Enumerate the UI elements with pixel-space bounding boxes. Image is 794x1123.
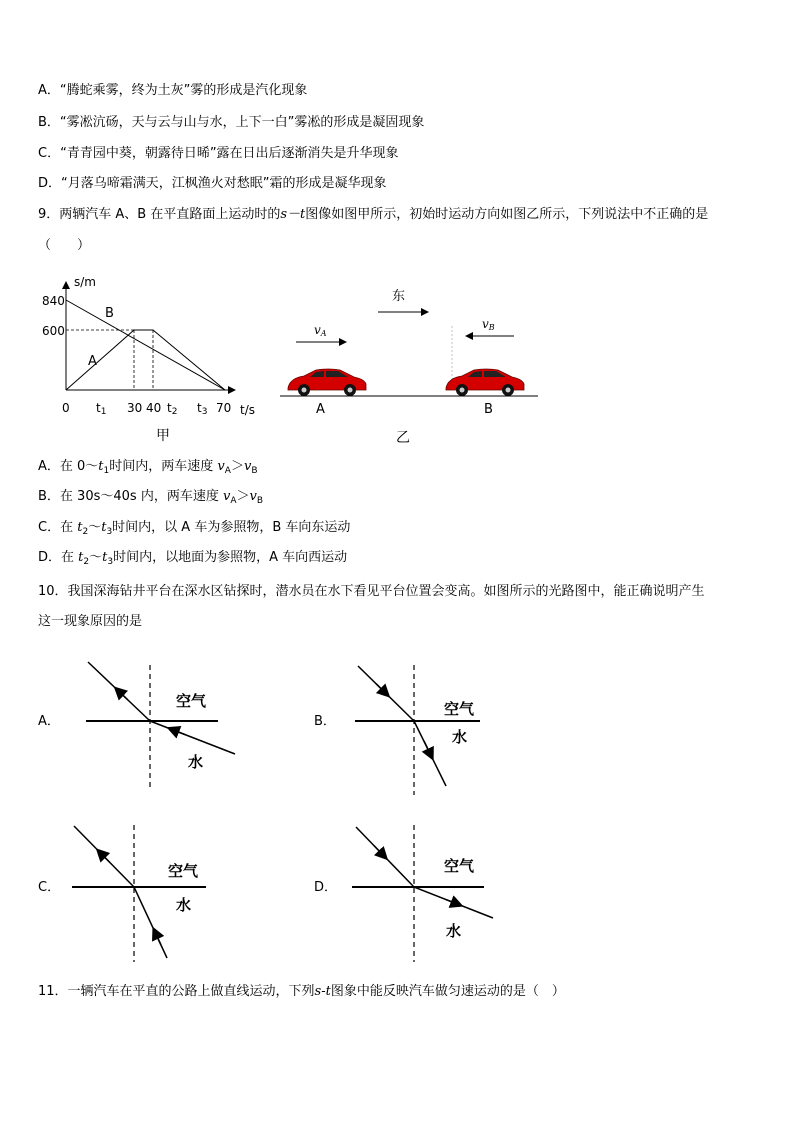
q9-option-c <box>38 519 350 541</box>
var-sub: 2 <box>83 557 90 567</box>
option-letter: C． <box>38 146 61 161</box>
option-letter: B． <box>38 115 60 130</box>
air-label: 空气 <box>176 692 207 710</box>
q9-answer-paren: （ ） <box>38 238 91 253</box>
water-label: 水 <box>446 922 462 940</box>
var-t: t <box>101 520 107 535</box>
q9-option-a <box>38 458 258 480</box>
q8-option-c <box>38 145 399 163</box>
range-sign: ～ <box>89 550 103 565</box>
water-label: 水 <box>452 728 468 746</box>
option-letter-d: D． <box>314 880 338 895</box>
var-t: t <box>78 550 84 565</box>
figure-caption-yi: 乙 <box>396 430 410 446</box>
var-v: v <box>217 459 225 474</box>
air-label: 空气 <box>444 857 475 875</box>
q11-stem-st: s-t <box>314 984 331 999</box>
tick-30: 30 <box>127 401 143 415</box>
x-axis-label: t/s <box>240 403 255 417</box>
water-label: 水 <box>188 753 204 771</box>
option-text: 时间内，以 A 车为参照物，B 车向东运动 <box>112 520 351 535</box>
var-sub: A <box>230 496 237 506</box>
air-label: 空气 <box>444 700 475 718</box>
var-sub: 1 <box>103 466 110 476</box>
var-t: t <box>77 520 83 535</box>
y-axis-label: s/m <box>74 275 96 289</box>
east-label: 东 <box>392 289 406 304</box>
option-text: “青青园中葵，朝露待日晞”露在日出后逐渐消失是升华现象 <box>60 146 399 161</box>
q9-stem <box>38 206 708 224</box>
var-v: v <box>243 459 252 474</box>
ray-air-arrow <box>118 691 128 701</box>
option-text: 时间内，两车速度 <box>109 459 218 474</box>
tick-40: 40 <box>146 401 162 415</box>
tick-t2: t2 <box>167 401 178 417</box>
option-text: “雾凇沆砀，天与云与山与水，上下一白”雾凇的形成是凝固现象 <box>59 115 425 130</box>
option-text: 时间内，以地面为参照物，A 车向西运动 <box>113 550 348 565</box>
ray-air-arrow <box>374 846 384 856</box>
q8-option-a <box>38 82 307 100</box>
var-sub: B <box>251 466 258 476</box>
var-t: t <box>102 550 108 565</box>
option-text: D．在 <box>38 550 79 565</box>
figure-jia-st-graph <box>30 268 270 448</box>
comparison-sign: ＞ <box>236 489 250 504</box>
q9-option-d <box>38 549 347 571</box>
diagram-c <box>38 825 206 962</box>
option-text: “月落乌啼霜满天，江枫渔火对愁眠”霜的形成是凝华现象 <box>61 176 387 191</box>
ray-air <box>356 827 414 887</box>
car-a <box>288 369 366 396</box>
ray-water <box>150 721 235 754</box>
var-sub: 3 <box>107 557 114 567</box>
tick-70: 70 <box>216 401 232 415</box>
q10-stem-line1: 10．我国深海钻井平台在深水区钻探时，潜水员在水下看见平台位置会变高。如图所示的光路图中，能正确说明产生 <box>38 584 705 599</box>
q9-stem-part2: 图像如图甲所示，初始时运动方向如图乙所示，下列说法中不正确的是 <box>305 207 709 222</box>
ray-air-arrow <box>376 684 386 694</box>
q10-ray-diagrams <box>0 650 794 970</box>
figure-caption-jia: 甲 <box>156 428 170 444</box>
line-b <box>66 300 225 390</box>
ray-water-arrow <box>155 932 161 945</box>
var-sub: 3 <box>106 527 113 537</box>
range-sign: ～ <box>88 520 102 535</box>
var-t: t <box>98 459 104 474</box>
tick-t3: t3 <box>197 401 208 417</box>
var-v: v <box>249 489 257 504</box>
diagram-b <box>314 665 480 795</box>
var-sub: 2 <box>82 527 89 537</box>
va-label: vA <box>314 323 327 338</box>
car-b <box>446 369 524 396</box>
line-b-label: B <box>105 306 114 321</box>
comparison-sign: ＞ <box>230 459 244 474</box>
option-letter-b: B． <box>314 714 336 729</box>
ray-water <box>134 887 167 958</box>
car-b-label: B <box>484 402 493 417</box>
tick-840: 840 <box>42 294 65 308</box>
line-a-label: A <box>88 354 97 369</box>
option-letter: D． <box>38 176 62 191</box>
q11-stem <box>38 983 565 1001</box>
option-text: C．在 <box>38 520 78 535</box>
vb-label: vB <box>482 317 495 332</box>
water-label: 水 <box>176 896 192 914</box>
diagram-a <box>38 662 235 790</box>
var-sub: A <box>224 466 231 476</box>
ray-air-arrow <box>100 853 110 863</box>
option-letter: A． <box>38 83 60 98</box>
car-a-label: A <box>316 402 325 417</box>
ray-water-arrow <box>172 730 185 735</box>
q9-stem-st: s－t <box>280 207 306 222</box>
figure-yi-cars <box>280 280 550 450</box>
tick-0: 0 <box>62 401 70 415</box>
option-letter-a: A． <box>38 714 60 729</box>
option-letter-c: C． <box>38 880 61 895</box>
ray-water-arrow <box>446 900 458 905</box>
option-text: B．在 30s～40s 内，两车速度 <box>38 489 223 504</box>
air-label: 空气 <box>168 862 199 880</box>
var-v: v <box>222 489 231 504</box>
q11-stem-part2: 图象中能反映汽车做匀速运动的是（ ） <box>330 984 565 999</box>
q8-option-b <box>38 114 424 132</box>
tick-t1: t1 <box>96 401 107 417</box>
tick-600: 600 <box>42 324 65 338</box>
q11-stem-part1: 11．一辆汽车在平直的公路上做直线运动，下列 <box>38 984 315 999</box>
q9-stem-part1: 9．两辆汽车 A、B 在平直路面上运动时的 <box>38 207 281 222</box>
q10-stem-line2: 这一现象原因的是 <box>38 614 143 629</box>
var-sub: B <box>256 496 264 506</box>
q9-option-b <box>38 488 263 510</box>
diagram-d <box>314 825 493 962</box>
q8-option-d <box>38 175 387 193</box>
ray-water-arrow <box>424 741 431 756</box>
option-text: “腾蛇乘雾，终为土灰”雾的形成是汽化现象 <box>59 83 308 98</box>
option-text: A．在 0～ <box>38 459 99 474</box>
